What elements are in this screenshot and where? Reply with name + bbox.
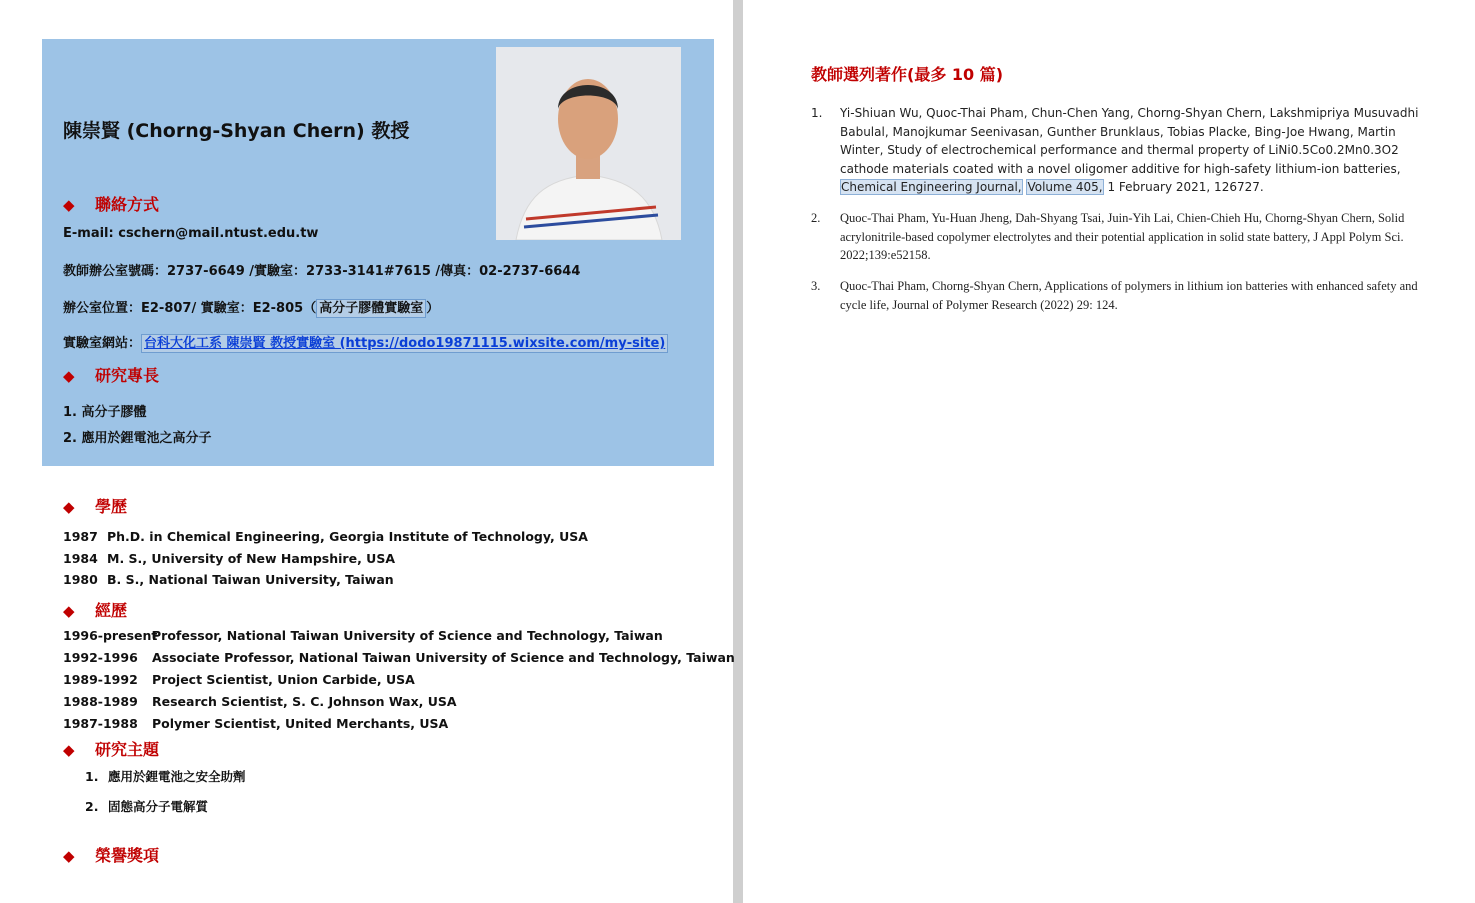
experience-row: 1996-presentProfessor, National Taiwan University of Science and Technology, Taiwan [63, 628, 663, 643]
email-address[interactable]: cschern@mail.ntust.edu.tw [118, 226, 319, 241]
lab-site-link[interactable]: 台科大化工系 陳崇賢 教授實驗室 (https://dodo19871115.wixsite.com/my-site) [141, 334, 668, 353]
professor-name: 陳崇賢 (Chorng-Shyan Chern) 教授 [63, 120, 410, 142]
phone-line: 教師辦公室號碼：2737-6649 /實驗室：2733-3141#7615 /傳真：02-2737-6644 [63, 264, 581, 279]
diamond-icon: ◆ [63, 498, 75, 516]
profile-photo [496, 47, 681, 240]
expertise-heading: ◆ 研究專長 [63, 366, 160, 385]
honors-heading: ◆ 榮譽獎項 [63, 846, 160, 865]
email-line: E-mail: cschern@mail.ntust.edu.tw [63, 226, 319, 241]
experience-row: 1988-1989 Research Scientist, S. C. Johnson Wax, USA [63, 694, 457, 709]
publication-item: 1. Yi-Shiuan Wu, Quoc-Thai Pham, Chun-Chen Yang, Chorng-Shyan Chern, Lakshmipriya Musuvadhi Babulal, Manojkumar Seenivasan, Gunther Brunklaus, Tobias Placke, Bing-Joe Hwang, Martin Winter, Study of electrochemical performance and thermal property of LiNi0.5Co0.2Mn0.3O2 cathode materials coated with a novel oligomer additive for high-safety lithium-ion batteries, Chemical Engineering Journal, Volume 405, 1 February 2021, 126727. [811, 106, 1419, 194]
volume-highlight: Volume 405, [1027, 180, 1103, 194]
research-topic-item: 2. 固態高分子電解質 [85, 799, 209, 814]
journal-highlight: Chemical Engineering Journal, [841, 180, 1022, 194]
education-heading: ◆ 學歷 [63, 497, 128, 516]
experience-heading: ◆ 經歷 [63, 601, 128, 620]
experience-row: 1992-1996 Associate Professor, National Taiwan University of Science and Technology, Taiwan [63, 650, 735, 665]
education-row: 1980 B. S., National Taiwan University, Taiwan [63, 572, 394, 587]
publications-heading: 教師選列著作(最多 10 篇) [811, 65, 1004, 84]
experience-row: 1989-1992 Project Scientist, Union Carbide, USA [63, 672, 415, 687]
diamond-icon: ◆ [63, 196, 75, 214]
education-row: 1987 Ph.D. in Chemical Engineering, Georgia Institute of Technology, USA [63, 529, 588, 544]
diamond-icon: ◆ [63, 602, 75, 620]
expertise-item: 1. 高分子膠體 [63, 405, 147, 420]
page-gutter [733, 0, 743, 903]
diamond-icon: ◆ [63, 367, 75, 385]
contact-heading: ◆ 聯絡方式 [63, 195, 160, 214]
research-topic-item: 1. 應用於鋰電池之安全助劑 [85, 769, 246, 784]
education-row: 1984 M. S., University of New Hampshire, USA [63, 551, 395, 566]
diamond-icon: ◆ [63, 847, 75, 865]
experience-row: 1987-1988 Polymer Scientist, United Merchants, USA [63, 716, 449, 731]
expertise-item: 2. 應用於鋰電池之高分子 [63, 431, 212, 446]
lab-name-highlight: 高分子膠體實驗室 [316, 299, 426, 318]
office-line: 辦公室位置：E2-807/ 實驗室：E2-805（ 高分子膠體實驗室 ） [63, 301, 440, 316]
publication-item: 2. Quoc-Thai Pham, Yu-Huan Jheng, Dah-Shyang Tsai, Juin-Yih Lai, Chien-Chieh Hu, Chorng-Shyan Chern, Solid acrylonitrile-based copolymer electrolytes and their potential application in solid state battery, J Appl Polym Sci. 2022;139:e52158. [811, 211, 1405, 262]
lab-site-line: 實驗室網站： 台科大化工系 陳崇賢 教授實驗室 (https://dodo19871115.wixsite.com/my-site) [63, 332, 668, 351]
diamond-icon: ◆ [63, 741, 75, 759]
publication-item: 3. Quoc-Thai Pham, Chorng-Shyan Chern, Applications of polymers in lithium ion batteries with enhanced safety and cycle life, Journal of Polymer Research (2022) 29: 124. [811, 279, 1418, 312]
research-topics-heading: ◆ 研究主題 [63, 740, 160, 759]
